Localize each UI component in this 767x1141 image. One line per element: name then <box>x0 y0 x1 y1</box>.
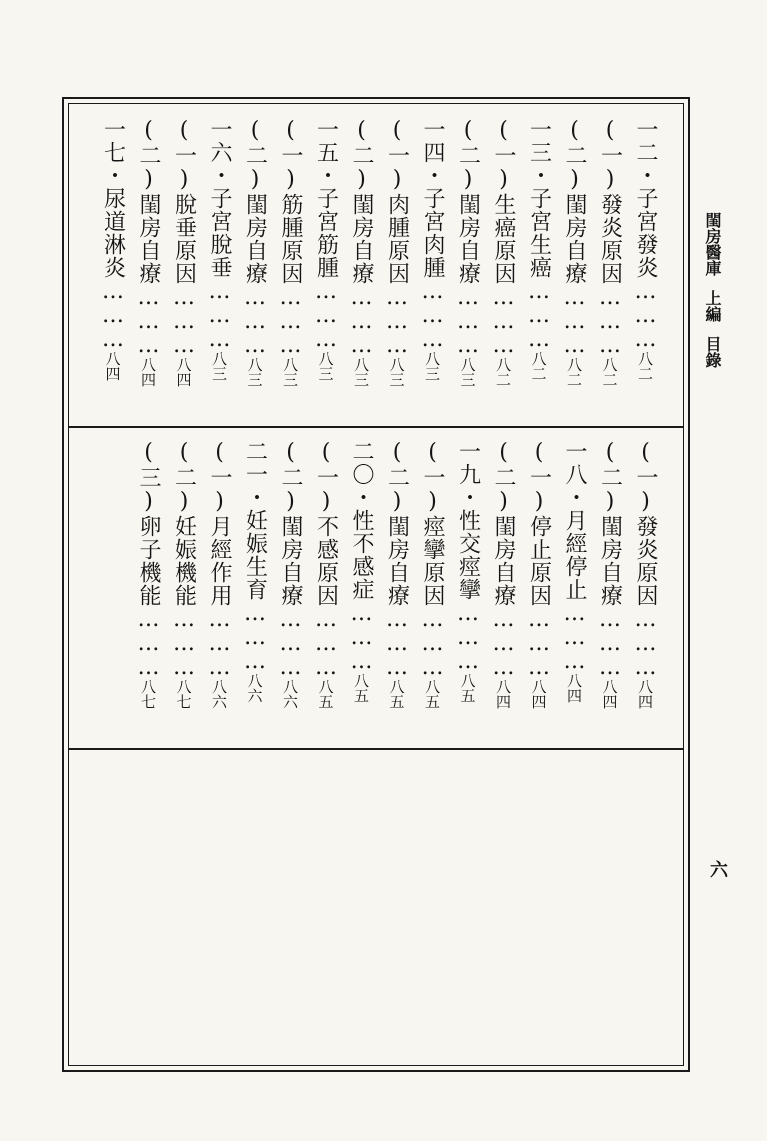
toc-entry-dots: ……… <box>171 607 197 679</box>
toc-entry-dots: ……… <box>242 285 268 357</box>
toc-entry <box>169 118 199 387</box>
toc-entry-page: 八三 <box>281 357 299 387</box>
toc-entry <box>240 440 270 703</box>
toc-entry-dots: ……… <box>420 279 445 351</box>
toc-entry-dots: ……… <box>136 285 161 357</box>
toc-entry-dots: ……… <box>526 279 552 351</box>
toc-entry <box>595 440 625 709</box>
toc-entry-page: 八三 <box>316 351 335 381</box>
toc-entry-dots: ……… <box>313 607 339 679</box>
toc-entry-dots: ……… <box>491 607 516 679</box>
toc-entry-label: (二)閨房自療 <box>562 118 587 285</box>
toc-entry-label: 一二・子宮發炎 <box>633 118 658 279</box>
toc-entry <box>311 118 341 381</box>
toc-entry-page: 八三 <box>423 351 441 381</box>
toc-entry-label: (一)月經作用 <box>207 440 232 607</box>
toc-entry <box>524 118 554 381</box>
toc-entry-label: (二)閨房自療 <box>491 440 516 607</box>
toc-entry-page: 八二 <box>565 357 583 387</box>
toc-entry <box>453 118 483 387</box>
toc-entry-page: 八五 <box>387 679 406 709</box>
running-header <box>700 212 724 368</box>
toc-entry-page: 八四 <box>139 357 157 387</box>
toc-entry-page: 八四 <box>103 351 122 381</box>
toc-entry <box>488 440 518 709</box>
toc-entry-page: 八四 <box>565 673 583 703</box>
toc-entry-label: (二)閨房自療 <box>384 440 410 607</box>
toc-entry-page: 八五 <box>352 673 370 703</box>
toc-entry-label: 二一・妊娠生育 <box>242 440 268 601</box>
toc-entry-page: 八六 <box>281 679 299 709</box>
toc-entry-label: (一)痙攣原因 <box>420 440 445 607</box>
toc-entry-dots: ……… <box>562 601 587 673</box>
toc-entry-dots: ……… <box>349 285 374 357</box>
toc-entry-dots: ……… <box>100 279 126 351</box>
toc-entry <box>240 118 270 387</box>
toc-entry-label: 一六・子宮脫垂 <box>207 118 232 279</box>
toc-entry-dots: ……… <box>562 285 587 357</box>
toc-entry-dots: ……… <box>242 601 268 673</box>
toc-entry <box>630 118 660 381</box>
toc-entry <box>204 118 234 381</box>
toc-entry-dots: ……… <box>136 607 161 679</box>
section-label: 目錄 <box>703 336 722 368</box>
toc-entry-dots: ……… <box>491 285 516 357</box>
toc-entry <box>346 440 376 703</box>
toc-entry-label: (二)閨房自療 <box>278 440 303 607</box>
toc-entry-label: (三)卵子機能 <box>136 440 161 607</box>
toc-entry-dots: ……… <box>278 285 303 357</box>
toc-entry-page: 八二 <box>529 351 548 381</box>
toc-entry <box>417 440 447 709</box>
toc-entry-label: 一五・子宮筋腫 <box>313 118 339 279</box>
toc-entry-dots: ……… <box>455 601 481 673</box>
toc-entry-page: 八四 <box>636 679 654 709</box>
toc-entry-label: 二〇・性不感症 <box>349 440 374 601</box>
divider-bottom <box>68 748 684 750</box>
toc-entry-dots: ……… <box>455 285 481 357</box>
toc-entry-page: 八七 <box>174 679 193 709</box>
toc-entry-dots: ……… <box>633 279 658 351</box>
toc-entry-label: (一)肉腫原因 <box>384 118 410 285</box>
toc-entry-page: 八五 <box>423 679 441 709</box>
toc-entry-dots: ……… <box>171 285 197 357</box>
toc-entry <box>417 118 447 381</box>
toc-entry <box>488 118 518 387</box>
toc-entry <box>559 440 589 703</box>
toc-entry-dots: ……… <box>597 285 623 357</box>
toc-entry-label: 一九・性交痙攣 <box>455 440 481 601</box>
toc-entry <box>382 118 412 387</box>
toc-entry-page: 八七 <box>139 679 157 709</box>
toc-entry-label: (一)不感原因 <box>313 440 339 607</box>
toc-entry <box>169 440 199 709</box>
toc-entry <box>382 440 412 709</box>
toc-entry-dots: ……… <box>349 601 374 673</box>
volume-label: 上編 <box>703 290 722 322</box>
toc-entry <box>204 440 234 709</box>
toc-entry-label: (二)閨房自療 <box>455 118 481 285</box>
toc-entry <box>453 440 483 703</box>
toc-entry-page: 八四 <box>529 679 548 709</box>
toc-entry-dots: ……… <box>384 607 410 679</box>
toc-entry <box>559 118 589 387</box>
toc-entry-page: 八六 <box>245 673 264 703</box>
toc-entry-page: 八四 <box>494 679 512 709</box>
toc-entry-label: (二)閨房自療 <box>242 118 268 285</box>
toc-entry-label: (二)閨房自療 <box>597 440 623 607</box>
toc-entry-label: (一)停止原因 <box>526 440 552 607</box>
page-number: 六 <box>707 860 728 878</box>
toc-entry-label: (一)發炎原因 <box>597 118 623 285</box>
toc-entry-label: (一)脫垂原因 <box>171 118 197 285</box>
toc-entry-page: 八三 <box>245 357 264 387</box>
toc-entry <box>98 118 128 381</box>
toc-entry <box>275 440 305 709</box>
toc-entry-dots: ……… <box>278 607 303 679</box>
toc-entry-dots: ……… <box>597 607 623 679</box>
toc-entry-label: (二)妊娠機能 <box>171 440 197 607</box>
toc-entry-page: 八三 <box>352 357 370 387</box>
toc-entry-page: 八六 <box>210 679 228 709</box>
book-title: 閨房醫庫 <box>703 212 722 276</box>
toc-entry-label: (一)生癌原因 <box>491 118 516 285</box>
toc-entry <box>524 440 554 709</box>
toc-entry-label: (二)閨房自療 <box>136 118 161 285</box>
toc-entry-page: 八四 <box>174 357 193 387</box>
toc-entry-page: 八三 <box>387 357 406 387</box>
toc-entry <box>630 440 660 709</box>
divider-top <box>68 426 684 428</box>
toc-entry-label: 一三・子宮生癌 <box>526 118 552 279</box>
toc-entry-page: 八二 <box>600 357 619 387</box>
toc-entry <box>133 440 163 709</box>
toc-entry <box>595 118 625 387</box>
toc-entry-dots: ……… <box>633 607 658 679</box>
toc-entry-label: 一四・子宮肉腫 <box>420 118 445 279</box>
toc-entry-page: 八五 <box>316 679 335 709</box>
toc-entry-page: 八五 <box>458 673 477 703</box>
toc-entry-dots: ……… <box>313 279 339 351</box>
toc-entry-label: (一)發炎原因 <box>633 440 658 607</box>
toc-entry-page: 八二 <box>494 357 512 387</box>
toc-entry-dots: ……… <box>526 607 552 679</box>
toc-entry <box>311 440 341 709</box>
toc-entry-page: 八四 <box>600 679 619 709</box>
toc-entry-label: (一)筋腫原因 <box>278 118 303 285</box>
toc-entry-dots: ……… <box>207 279 232 351</box>
toc-entry <box>133 118 163 387</box>
toc-entry-page: 八二 <box>636 351 654 381</box>
toc-entry-label: (二)閨房自療 <box>349 118 374 285</box>
toc-entry-dots: ……… <box>207 607 232 679</box>
toc-entry-label: 一八・月經停止 <box>562 440 587 601</box>
toc-entry <box>275 118 305 387</box>
toc-entry-page: 八三 <box>458 357 477 387</box>
toc-entry-page: 八三 <box>210 351 228 381</box>
toc-entry <box>346 118 376 387</box>
toc-entry-dots: ……… <box>384 285 410 357</box>
toc-entry-dots: ……… <box>420 607 445 679</box>
toc-entry-label: 一七・尿道淋炎 <box>100 118 126 279</box>
